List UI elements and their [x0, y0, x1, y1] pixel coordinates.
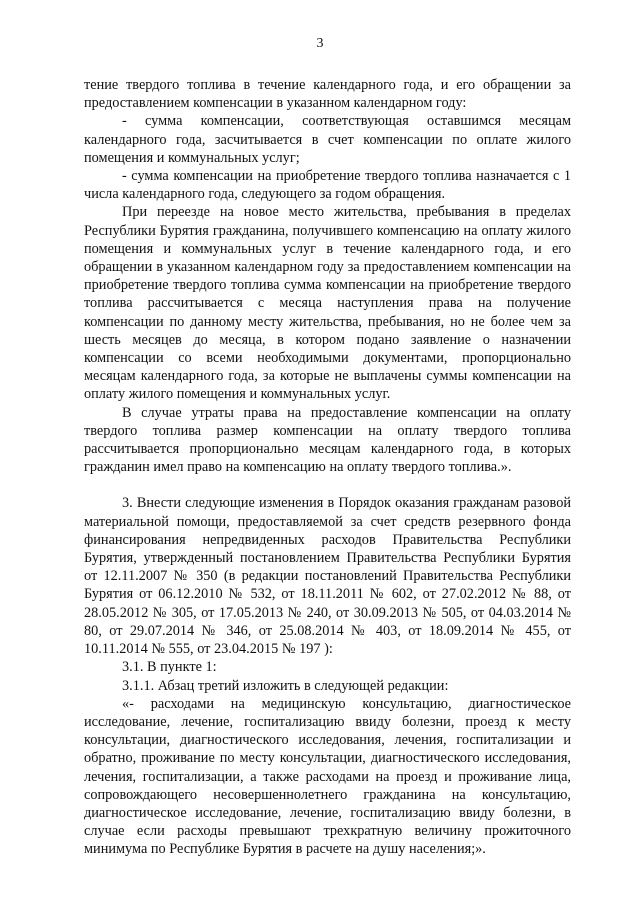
paragraph-continuation: тение твердого топлива в течение календарного года, и его обращении за предоставлением компенсации в указанном календарном году:	[84, 77, 571, 112]
paragraph-item-3-1: 3.1. В пункте 1:	[122, 659, 217, 676]
paragraph-gap	[84, 476, 571, 494]
document-body	[84, 76, 571, 859]
paragraph-new-wording: «- расходами на медицинскую консультацию, диагностическое исследование, лечение, госпитализацию ввиду болезни, проезд к месту консультации, диагностического исследования, лечения, госпитализации и обратно, проживание по месту консультации, диагностического исследования, лечения, госпитализации, а также расходами на проезд и проживание лица, сопровождающего несовершеннолетнего гражданина на консультацию, диагностическое исследование, лечение, госпитализацию ввиду болезни, в случае если расходы превышают трехкратную величину прожиточного минимума по Республике Бурятия в расчете на душу населения;».	[84, 695, 571, 858]
paragraph-item-3: 3. Внести следующие изменения в Порядок оказания гражданам разовой материальной помощи, предоставляемой за счет средств резервного фонда финансирования непредвиденных расходов Правительства Республики Бурятия, утвержденный постановлением Правительства Республики Бурятия от 12.11.2007 № 350 (в редакции постановлений Правительства Республики Бурятия от 06.12.2010 № 532, от 18.11.2011 № 602, от 27.02.2012 № 88, от 28.05.2012 № 305, от 17.05.2013 № 240, от 30.09.2013 № 505, от 04.03.2014 № 80, от 29.07.2014 № 346, от 25.08.2014 № 403, от 18.09.2014 № 455, от 10.11.2014 № 555, от 23.04.2015 № 197 ):	[84, 495, 571, 658]
paragraph-item-3-1-1: 3.1.1. Абзац третий изложить в следующей редакции:	[122, 677, 449, 694]
paragraph-relocation: При переезде на новое место жительства, пребывания в пределах Республики Бурятия гражданина, получившего компенсацию на оплату жилого помещения и коммунальных услуг в течение календарного года, и его обращении в указанном календарном году за предоставлением компенсации на приобретение твердого топлива сумма компенсации на приобретение твердого топлива рассчитывается с месяца наступления права на получение компенсации по данному месту жительства, пребывания, но не более чем за шесть месяцев до месяца, в котором подано заявление о назначении компенсации со всеми необходимыми документами, пропорционально месяцам календарного года, за которые не выплачены суммы компенсации на оплату жилого помещения и коммунальных услуг.	[84, 204, 571, 403]
paragraph-loss-of-right: В случае утраты права на предоставление компенсации на оплату твердого топлива размер компенсации на оплату твердого топлива рассчитывается пропорционально месяцам календарного года, в которых гражданин имел право на компенсацию на оплату твердого топлива.».	[84, 404, 571, 476]
paragraph-dash-item-1: - сумма компенсации, соответствующая оставшимся месяцам календарного года, засчитывается в счет компенсации по оплате жилого помещения и коммунальных услуг;	[84, 113, 571, 166]
page-number: 3	[316, 36, 324, 51]
paragraph-dash-item-2: - сумма компенсации на приобретение твердого топлива назначается с 1 числа календарного года, следующего за годом обращения.	[84, 168, 571, 203]
